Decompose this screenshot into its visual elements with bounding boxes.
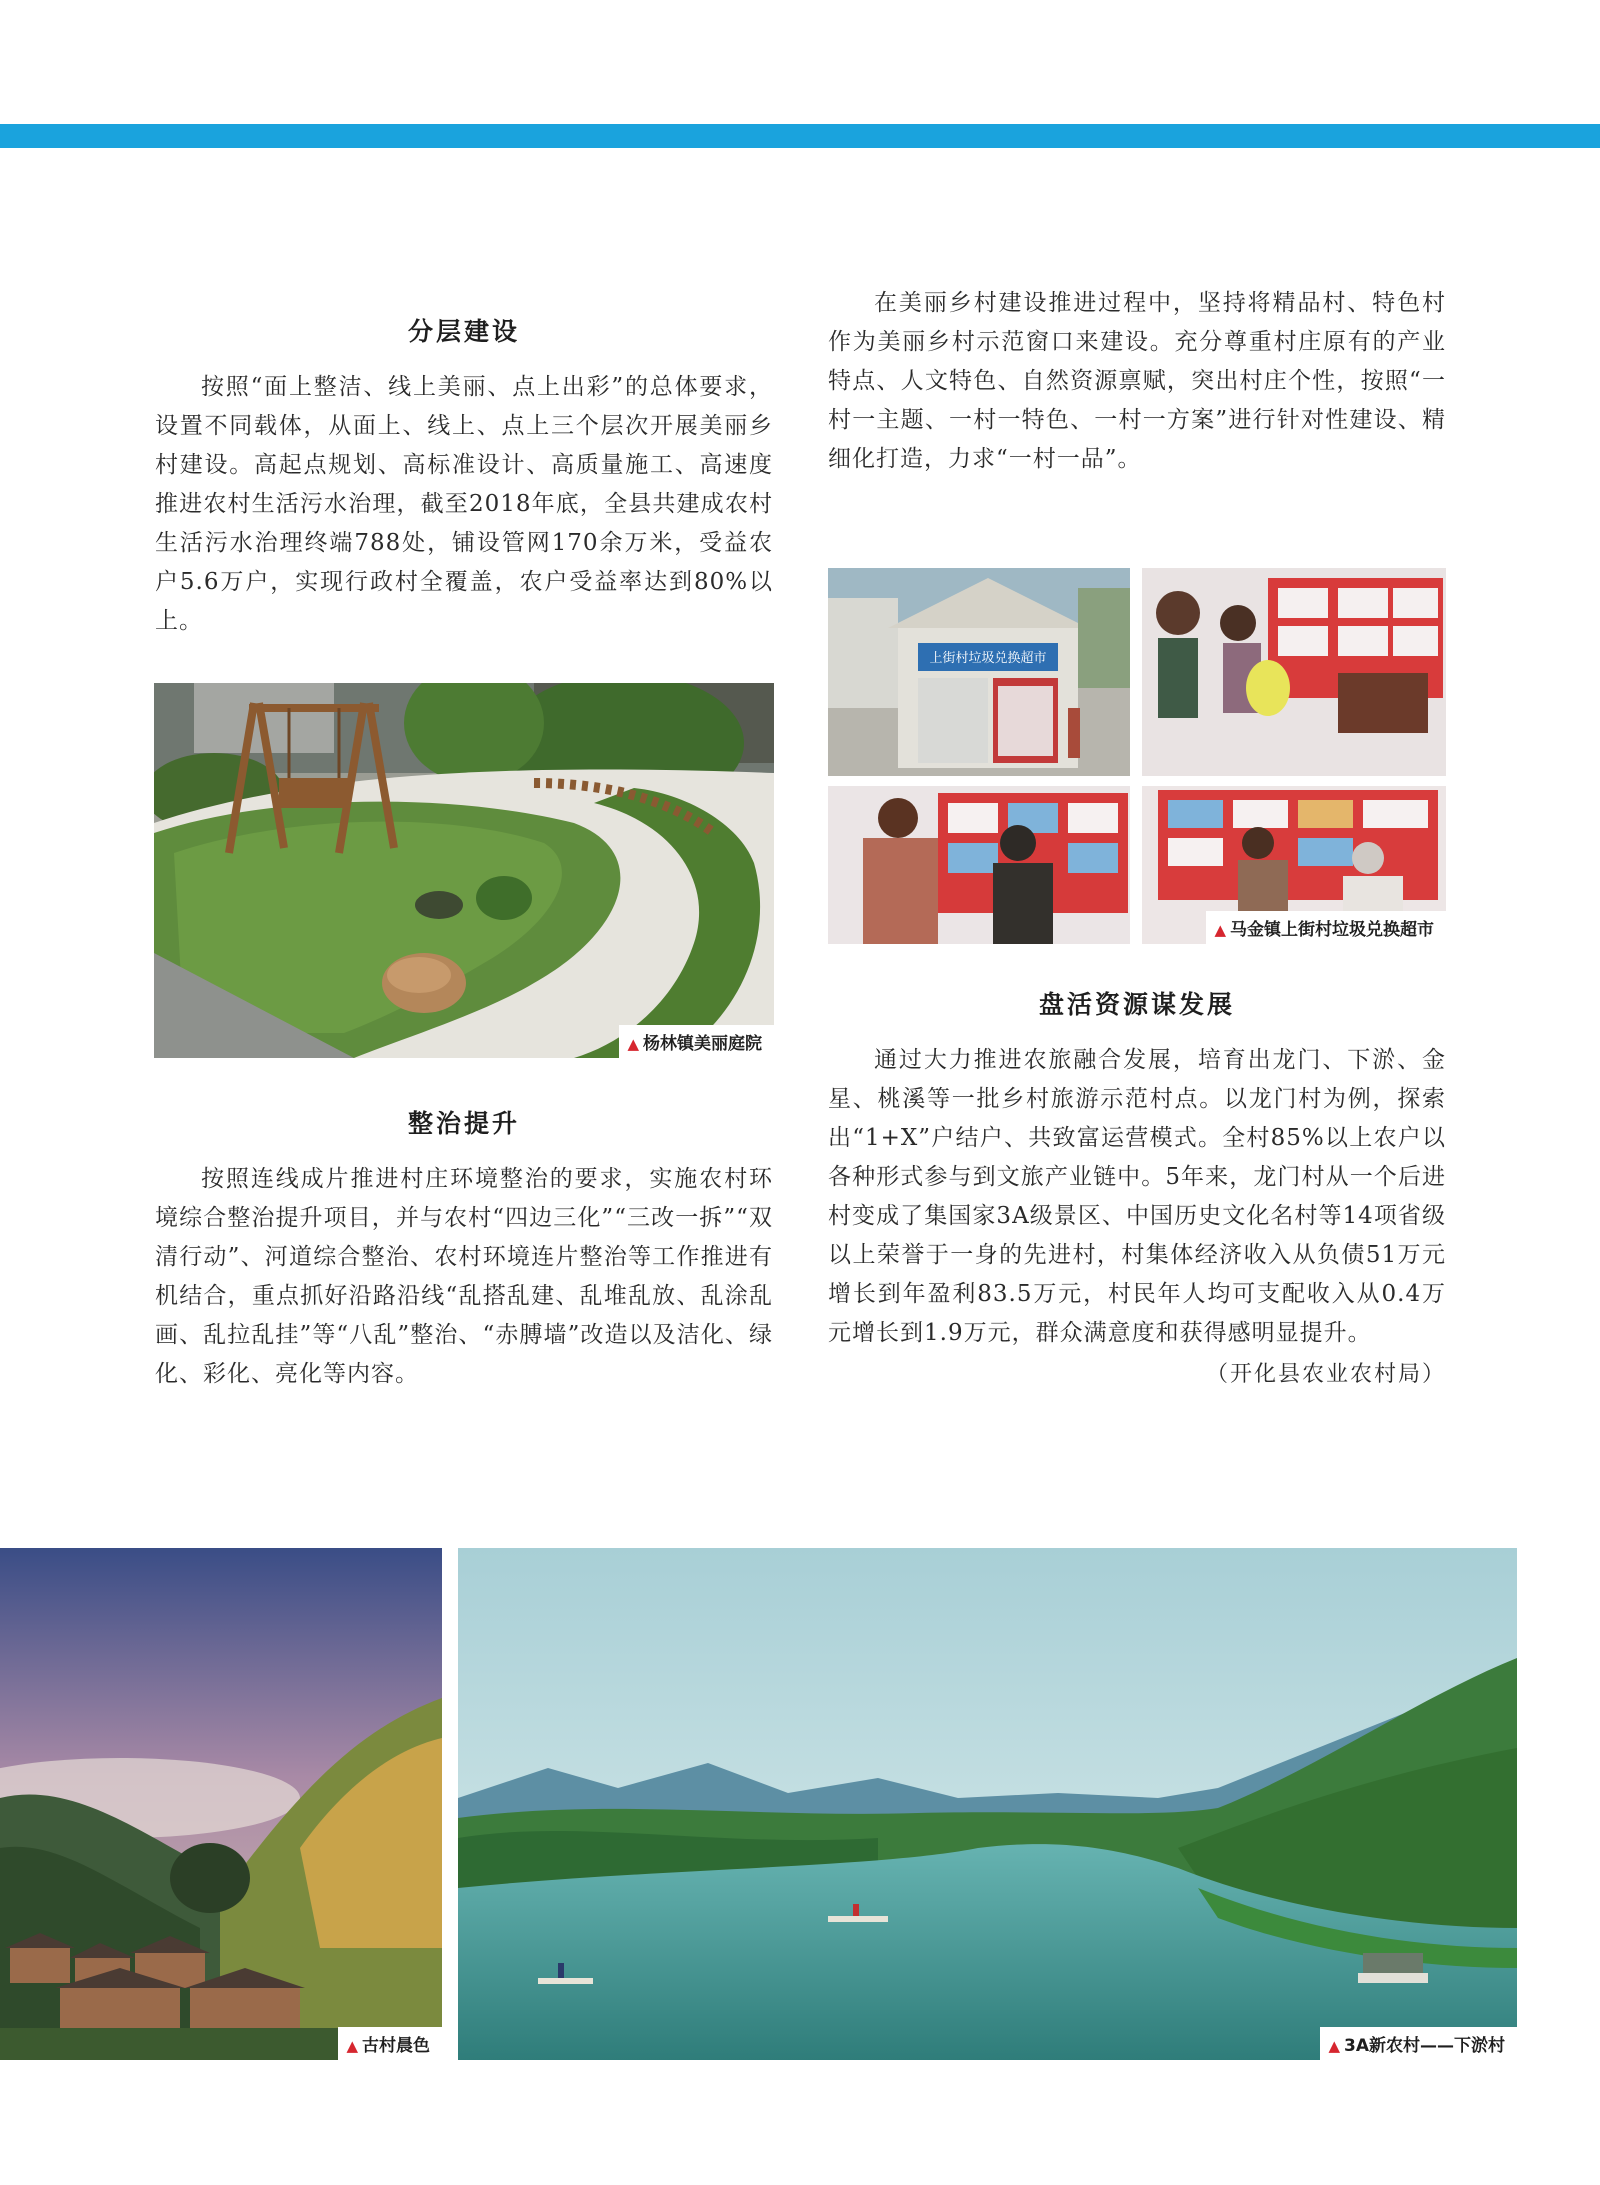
ancient-village-illustration bbox=[0, 1548, 442, 2060]
section-heading: 分层建设 bbox=[407, 317, 520, 346]
photo-ancient-village-morning bbox=[0, 1548, 442, 2060]
section-body: 按照“面上整洁、线上美丽、点上出彩”的总体要求，设置不同载体，从面上、线上、点上三个层次开展美丽乡村建设。高起点规划、高标准设计、高质量施工、高速度推进农村生活污水治理，截至2018年底，全县共建成农村生活污水治理终端788处，铺设管网170余万米，受益农户5.6万户，实现行政村全覆盖，农户受益率达到80%以上。 bbox=[155, 374, 773, 634]
section-body: 按照连线成片推进村庄环境整治的要求，实施农村环境综合整治提升项目，并与农村“四边三化”“三改一拆”“双清行动”、河道综合整治、农村环境连片整治等工作推进有机结合，重点抓好沿路沿线“乱搭乱建、乱堆乱放、乱涂乱画、乱拉乱挂”等“八乱”整治、“赤膊墙”改造以及洁化、绿化、彩化、亮化等内容。 bbox=[155, 1166, 773, 1387]
photo-caption: ▲ 马金镇上街村垃圾兑换超市 bbox=[1206, 911, 1446, 944]
photo-collage-garbage-exchange bbox=[828, 568, 1446, 944]
section-renovation bbox=[155, 1104, 773, 1394]
section-heading: 整治提升 bbox=[407, 1109, 520, 1138]
triangle-icon: ▲ bbox=[1328, 2037, 1340, 2055]
intro-paragraph: 在美丽乡村建设推进过程中，坚持将精品村、特色村作为美丽乡村示范窗口来建设。充分尊重村庄原有的产业特点、人文特色、自然资源禀赋，突出村庄个性，按照“一村一主题、一村一特色、一村一方案”进行针对性建设、精细化打造，力求“一村一品”。 bbox=[828, 290, 1446, 472]
section-layered-construction bbox=[155, 312, 773, 641]
courtyard-illustration bbox=[154, 683, 774, 1058]
section-heading: 盘活资源谋发展 bbox=[1038, 990, 1235, 1019]
triangle-icon: ▲ bbox=[627, 1035, 639, 1053]
intro-paragraph-block bbox=[828, 284, 1446, 479]
top-accent-bar bbox=[0, 124, 1600, 148]
source-credit: （开化县农业农村局） bbox=[1205, 1362, 1446, 1387]
photo-beautiful-courtyard bbox=[154, 683, 774, 1058]
river-landscape-illustration bbox=[458, 1548, 1517, 2060]
collage-illustration bbox=[828, 568, 1446, 944]
triangle-icon: ▲ bbox=[1214, 921, 1226, 939]
photo-xiayu-village-river bbox=[458, 1548, 1517, 2060]
photo-caption: ▲ 杨林镇美丽庭院 bbox=[619, 1025, 774, 1058]
section-revitalize-resources bbox=[828, 985, 1446, 1388]
photo-caption: ▲ 3A新农村——下淤村 bbox=[1320, 2027, 1517, 2060]
triangle-icon: ▲ bbox=[346, 2037, 358, 2055]
photo-caption: ▲ 古村晨色 bbox=[338, 2027, 442, 2060]
section-body: 通过大力推进农旅融合发展，培育出龙门、下淤、金星、桃溪等一批乡村旅游示范村点。以龙门村为例，探索出“1+X”户结户、共致富运营模式。全村85%以上农户以各种形式参与到文旅产业链中。5年来，龙门村从一个后进村变成了集国家3A级景区、中国历史文化名村等14项省级以上荣誉于一身的先进村，村集体经济收入从负债51万元增长到年盈利83.5万元，村民年人均可支配收入从0.4万元增长到1.9万元，群众满意度和获得感明显提升。 bbox=[828, 1047, 1446, 1346]
kiosk-sign-text: 上街村垃圾兑换超市 bbox=[929, 651, 1047, 666]
